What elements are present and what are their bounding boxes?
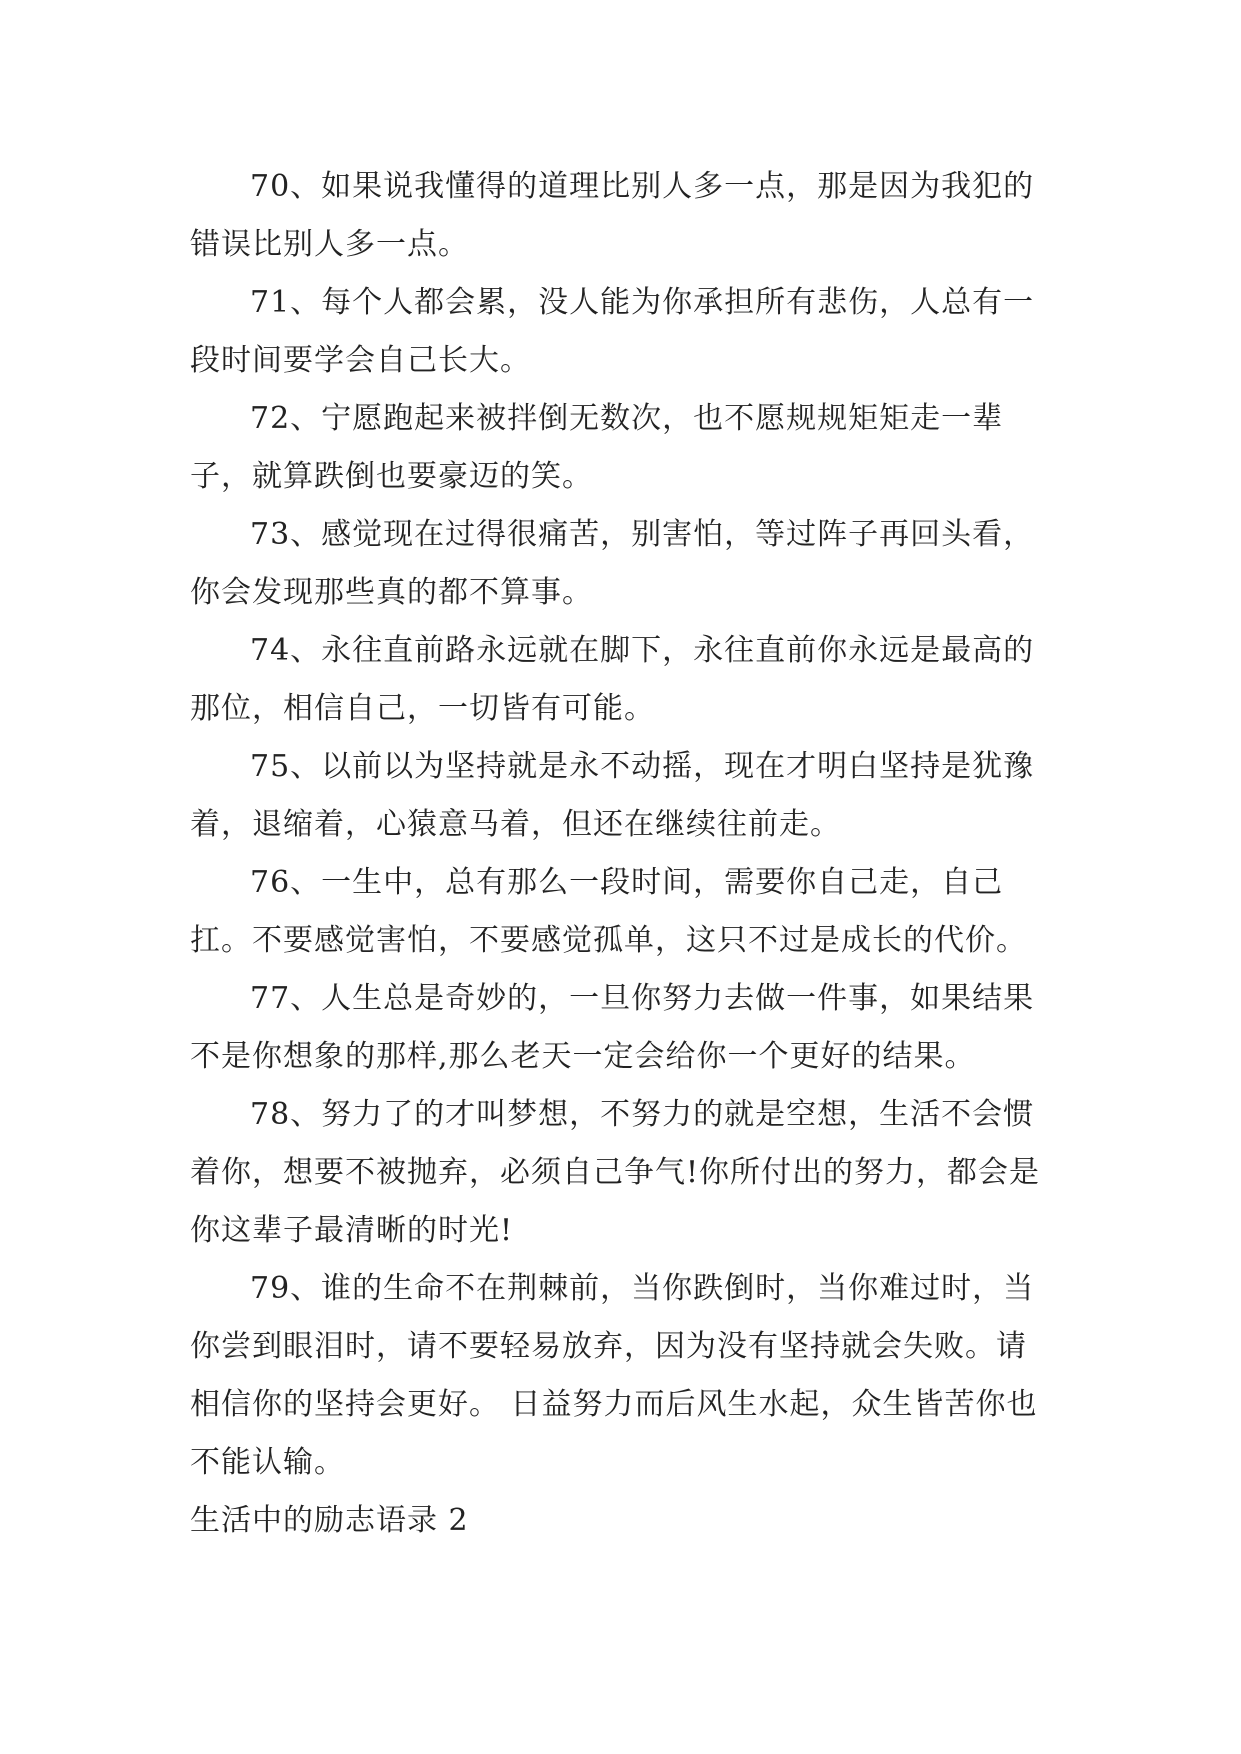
section-heading: 生活中的励志语录 2 bbox=[190, 1503, 469, 1538]
paragraph-72: 72、宁愿跑起来被拌倒无数次，也不愿规规矩矩走一辈子，就算跌倒也要豪迈的笑。 bbox=[190, 401, 1004, 494]
paragraph-75: 75、以前以为坚持就是永不动摇，现在才明白坚持是犹豫着，退缩着，心猿意马着，但还在继续往前走。 bbox=[190, 749, 1035, 842]
paragraph-71: 71、每个人都会累，没人能为你承担所有悲伤，人总有一段时间要学会自己长大。 bbox=[190, 285, 1035, 378]
paragraph-70: 70、如果说我懂得的道理比别人多一点，那是因为我犯的错误比别人多一点。 bbox=[190, 169, 1035, 262]
paragraph-73: 73、感觉现在过得很痛苦，别害怕，等过阵子再回头看，你会发现那些真的都不算事。 bbox=[190, 517, 1035, 610]
paragraph-76: 76、一生中，总有那么一段时间，需要你自己走，自己扛。不要感觉害怕，不要感觉孤单，这只不过是成长的代价。 bbox=[190, 865, 1027, 958]
paragraph-78: 78、努力了的才叫梦想，不努力的就是空想，生活不会惯着你，想要不被抛弃，必须自己争气!你所付出的努力，都会是你这辈子最清晰的时光! bbox=[190, 1097, 1041, 1248]
paragraph-79: 79、谁的生命不在荆棘前，当你跌倒时，当你难过时，当你尝到眼泪时，请不要轻易放弃，因为没有坚持就会失败。请相信你的坚持会更好。 日益努力而后风生水起，众生皆苦你也不能认输。 bbox=[190, 1271, 1038, 1480]
document-body bbox=[190, 158, 1050, 1550]
paragraph-77: 77、人生总是奇妙的，一旦你努力去做一件事，如果结果不是你想象的那样,那么老天一定会给你一个更好的结果。 bbox=[190, 981, 1035, 1074]
paragraph-74: 74、永往直前路永远就在脚下，永往直前你永远是最高的那位，相信自己，一切皆有可能。 bbox=[190, 633, 1035, 726]
